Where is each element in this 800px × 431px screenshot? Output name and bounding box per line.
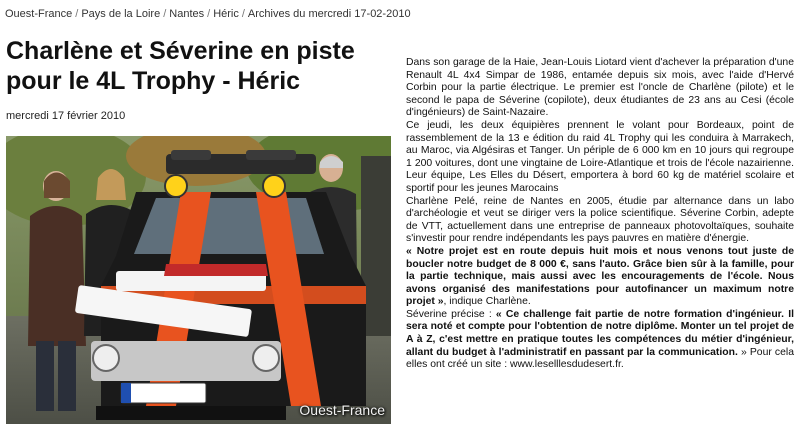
quote-bold: « Notre projet est en route depuis huit mois et nous venons tout juste de boucler notre budget de 8 000 €, sans l'auto. Grâce bien sûr à la famille, pour la partie technique, mais aussi avec les encouragements de l'école. Nous avons organisé des manifestations pour autofinancer un maximum notre projet » — [406, 245, 794, 308]
article-paragraph: Charlène Pelé, reine de Nantes en 2005, étudie par alternance dans un labo d'archéologie et veut se diriger vers la police scientifique. Séverine Corbin, adepte de VTT, actuellement dans une entreprise de panneaux photovoltaïques, souhaite s'investir pour rendre indépendants les pays pauvres en matière d'énergie. — [406, 195, 794, 245]
breadcrumb-separator: / — [207, 8, 211, 20]
article-paragraph — [406, 309, 794, 372]
quote-attribution: , indique Charlène. — [443, 296, 531, 308]
breadcrumb-link-pays-de-la-loire[interactable]: Pays de la Loire — [81, 8, 161, 20]
article-paragraph — [406, 246, 794, 309]
quote-bold: « Ce challenge fait partie de notre formation d'ingénieur. Il sera noté et compte pour l'obtention de notre diplôme. Monter un tel projet de A à Z, c'est mettre en pratique toutes les compétences du métier d'ingénieur, allant du budget à l'administratif en passant par la communication. — [406, 308, 794, 358]
quote-outro: » Pour cela elles ont créé un site : www.leselllesdudesert.fr. — [406, 346, 794, 371]
article-photo — [6, 136, 391, 424]
breadcrumb-separator: / — [75, 8, 79, 20]
article-paragraph: Ce jeudi, les deux équipières prennent le volant pour Bordeaux, point de rassemblement de la 13 e édition du raid 4L Trophy qui les conduira à Marrakech, au Maroc, via Algésiras et Tanger. Un périple de 6 000 km en 10 jours qui regroupe 1 200 voitures, dont une vingtaine de Loire-Atlantique et trois de l'école nazairienne. Leur équipe, Les Elles du Désert, emportera à bord 60 kg de matériel scolaire et sportif pour les jeunes Marocains — [406, 119, 794, 194]
photo-illustration — [6, 136, 391, 424]
breadcrumb — [5, 8, 411, 20]
article-date: mercredi 17 février 2010 — [6, 110, 126, 122]
breadcrumb-separator: / — [241, 8, 245, 20]
breadcrumb-link-nantes[interactable]: Nantes — [169, 8, 205, 20]
breadcrumb-link-ouest-france[interactable]: Ouest-France — [5, 8, 73, 20]
quote-intro: Séverine précise : — [406, 308, 496, 320]
breadcrumb-link-heric[interactable]: Héric — [213, 8, 239, 20]
article-paragraph: Dans son garage de la Haie, Jean-Louis Liotard vient d'achever la préparation d'une Renault 4L 4x4 Simpar de 1986, entamée depuis six mois, avec l'aide d'Hervé Corbin pour la partie électrique. Le premier est l'oncle de Charlène (pilote) et le second le papa de Séverine (copilote), deux étudiantes de 23 ans au Cesi (école d'ingénieurs) de Saint-Nazaire. — [406, 57, 794, 119]
breadcrumb-link-archives[interactable]: Archives du mercredi 17-02-2010 — [247, 8, 411, 20]
breadcrumb-separator: / — [163, 8, 167, 20]
article-body — [406, 57, 794, 372]
article-title: Charlène et Séverine en piste pour le 4L Trophy - Héric — [6, 37, 355, 95]
photo-credit: Ouest-France — [299, 402, 385, 418]
